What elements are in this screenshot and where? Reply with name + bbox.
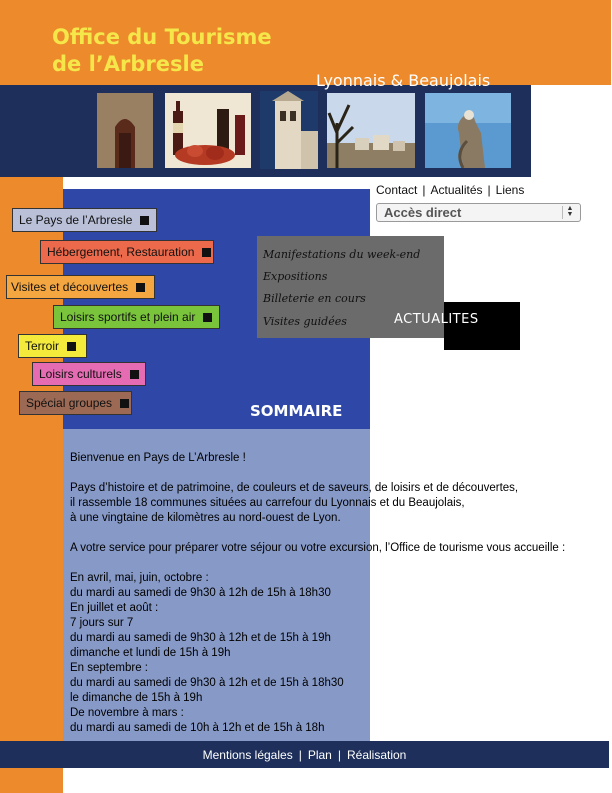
top-links <box>376 183 524 197</box>
village-tree-photo <box>327 93 415 168</box>
link-separator: | <box>422 183 426 197</box>
menu-item-label: Loisirs sportifs et plein air <box>60 310 196 324</box>
intro-line: il rassemble 18 communes situées au carrefour du Lyonnais et du Beaujolais, <box>70 497 465 509</box>
hours-line: En septembre : <box>70 662 148 674</box>
vulture-statue-photo <box>425 93 511 168</box>
square-bullet-icon <box>140 216 149 225</box>
square-bullet-icon <box>67 342 76 351</box>
stone-doorway-photo <box>97 93 153 168</box>
left-sidebar-band <box>0 177 63 793</box>
link-separator: | <box>487 183 491 197</box>
menu-item-label: Hébergement, Restauration <box>47 245 195 259</box>
hours-line: 7 jours sur 7 <box>70 617 134 629</box>
hours-line: En avril, mai, juin, octobre : <box>70 572 209 584</box>
wine-bottles-photo <box>165 93 251 168</box>
acces-direct-select[interactable] <box>376 203 581 222</box>
site-subtitle: Lyonnais & Beaujolais <box>316 71 491 90</box>
menu-item-label: Le Pays de l’Arbresle <box>19 213 133 227</box>
menu-item-terroir[interactable] <box>18 334 87 358</box>
hours-line: du mardi au samedi de 9h30 à 12h et de 15h à 18h30 <box>70 677 344 689</box>
hours-line: En juillet et août : <box>70 602 159 614</box>
menu-item-label: Loisirs culturels <box>39 367 122 381</box>
square-bullet-icon <box>120 399 129 408</box>
hours-line: du mardi au samedi de 9h30 à 12h et de 15h à 19h <box>70 632 331 644</box>
hours-line: du mardi au samedi de 9h30 à 12h de 15h à 18h30 <box>70 587 331 599</box>
hours-line: De novembre à mars : <box>70 707 184 719</box>
service-line: A votre service pour préparer votre séjour ou votre excursion, l’Office de tourisme vous accueille : <box>70 542 566 554</box>
plan-link[interactable]: Plan <box>307 747 332 762</box>
actualites-label[interactable]: ACTUALITES <box>394 312 479 327</box>
hours-line: le dimanche de 15h à 19h <box>70 692 203 704</box>
link-separator: | <box>298 747 302 762</box>
footer-links <box>0 741 609 768</box>
menu-item-groupes[interactable] <box>19 391 132 415</box>
liens-link[interactable]: Liens <box>495 183 525 197</box>
link-separator: | <box>337 747 341 762</box>
menu-item-label: Spécial groupes <box>26 396 113 410</box>
site-title: Office du Tourisme de l’Arbresle <box>52 25 272 76</box>
square-bullet-icon <box>136 283 145 292</box>
event-link-manifestations[interactable]: Manifestations du week-end <box>263 248 421 261</box>
actualites-link[interactable]: Actualités <box>430 183 483 197</box>
menu-item-hebergement[interactable] <box>40 240 214 264</box>
select-arrows-icon: ▲ ▼ <box>562 206 577 219</box>
intro-line: à une vingtaine de kilomètres au nord-ouest de Lyon. <box>70 512 341 524</box>
sommaire-heading: SOMMAIRE <box>250 402 343 420</box>
event-link-expositions[interactable]: Expositions <box>263 270 328 283</box>
event-link-billeterie[interactable]: Billeterie en cours <box>263 292 366 305</box>
realisation-link[interactable]: Réalisation <box>346 747 407 762</box>
hours-line: du mardi au samedi de 10h à 12h et de 15h à 18h <box>70 722 325 734</box>
menu-item-label: Visites et découvertes <box>11 280 129 294</box>
menu-item-loisirs-sportifs[interactable] <box>53 305 220 329</box>
hours-line: dimanche et lundi de 15h à 19h <box>70 647 231 659</box>
church-tower-photo <box>260 91 318 169</box>
square-bullet-icon <box>202 248 211 257</box>
intro-line: Pays d’histoire et de patrimoine, de couleurs et de saveurs, de loisirs et de découvertes, <box>70 482 519 494</box>
menu-item-pays[interactable] <box>12 208 157 232</box>
welcome-heading: Bienvenue en Pays de L’Arbresle ! <box>70 452 246 464</box>
square-bullet-icon <box>203 313 212 322</box>
menu-item-visites[interactable] <box>6 275 155 299</box>
menu-item-loisirs-culturels[interactable] <box>32 362 146 386</box>
mentions-legales-link[interactable]: Mentions légales <box>202 747 293 762</box>
event-link-visites[interactable]: Visites guidées <box>263 315 347 328</box>
acces-direct-value: Accès direct <box>384 205 462 220</box>
header-corner <box>531 85 612 125</box>
menu-item-label: Terroir <box>25 339 60 353</box>
square-bullet-icon <box>130 370 139 379</box>
contact-link[interactable]: Contact <box>376 183 418 197</box>
welcome-content <box>70 451 610 736</box>
